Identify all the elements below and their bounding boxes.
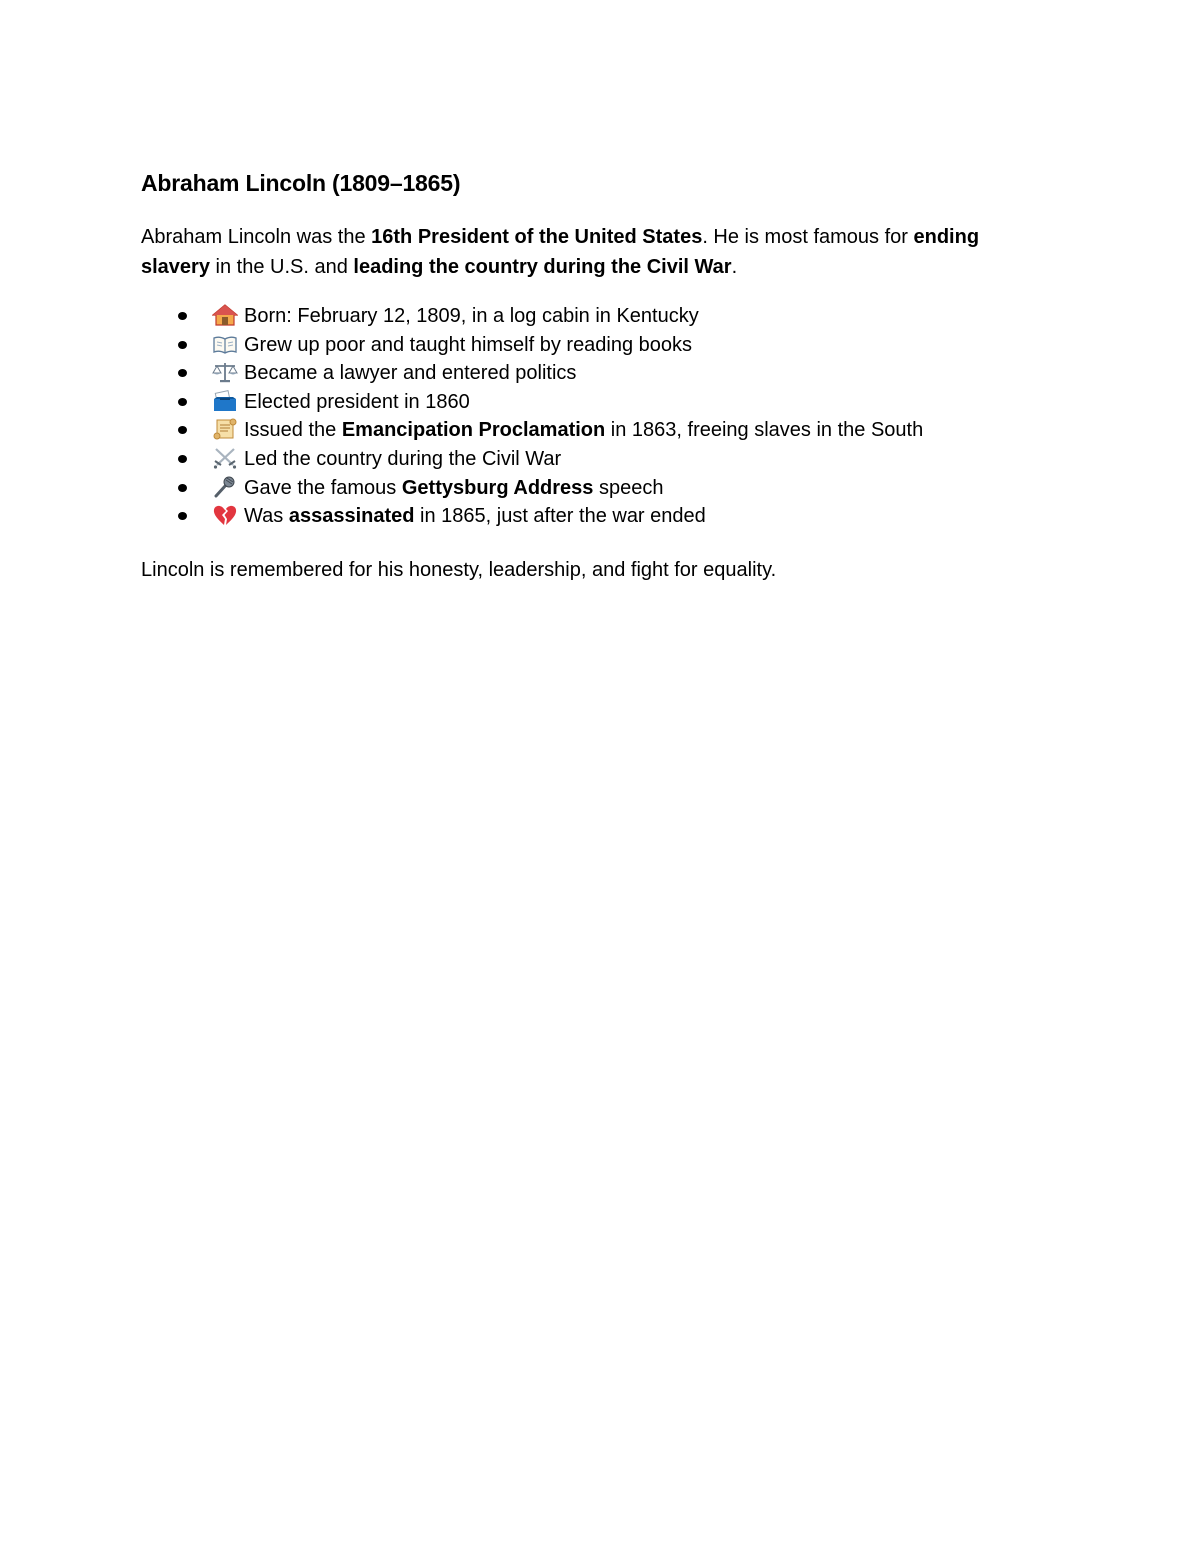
fact-bold-text: Emancipation Proclamation: [341, 419, 606, 442]
bullet-icon: [178, 426, 187, 434]
list-item: [141, 416, 1061, 445]
bullet-icon: [178, 512, 187, 520]
intro-text: .: [731, 256, 738, 278]
intro-bold-text: 16th President of the United States: [371, 226, 703, 248]
fact-bold-text: assassinated: [288, 505, 415, 528]
list-item: [141, 331, 1061, 360]
fact-bold-text: Gettysburg Address: [401, 476, 594, 499]
open-book-icon: [212, 333, 238, 355]
intro-text: in the U.S. and: [209, 256, 354, 278]
fact-text: Elected president in 1860: [244, 390, 470, 413]
fact-text: speech: [593, 476, 664, 499]
document-title: Abraham Lincoln (1809–1865): [141, 170, 461, 196]
fact-text: in 1863, freeing slaves in the South: [605, 419, 924, 442]
facts-list: [141, 302, 1061, 531]
list-item: [141, 359, 1061, 388]
scroll-icon: [212, 418, 238, 440]
list-item: [141, 388, 1061, 417]
intro-paragraph: [141, 222, 1051, 282]
list-item: [141, 445, 1061, 474]
house-icon: [212, 304, 238, 326]
bullet-icon: [178, 455, 187, 463]
fact-text: Gave the famous: [244, 476, 402, 499]
intro-text: Abraham Lincoln was the: [141, 226, 372, 248]
fact-text: Born: February 12, 1809, in a log cabin in Kentucky: [244, 305, 699, 327]
bullet-icon: [178, 341, 187, 349]
list-item: [141, 474, 1061, 503]
microphone-icon: [212, 476, 238, 498]
balance-scale-icon: [212, 361, 238, 383]
fact-text: Became a lawyer and entered politics: [244, 362, 577, 385]
closing-paragraph: Lincoln is remembered for his honesty, leadership, and fight for equality.: [141, 558, 777, 581]
broken-heart-icon: [212, 504, 238, 526]
bullet-icon: [178, 398, 187, 406]
document-content: [141, 168, 1061, 585]
intro-bold-text: leading the country during the Civil War: [353, 256, 732, 278]
fact-text: in 1865, just after the war ended: [414, 505, 706, 528]
bullet-icon: [178, 484, 187, 492]
bullet-icon: [178, 312, 187, 320]
bullet-icon: [178, 369, 187, 377]
list-item: [141, 502, 1061, 531]
fact-text: Led the country during the Civil War: [244, 447, 562, 470]
intro-text: . He is most famous for: [702, 226, 914, 248]
crossed-swords-icon: [212, 447, 238, 469]
intro-bold-text: ending slavery: [141, 226, 980, 278]
fact-text: Issued the: [244, 419, 342, 442]
fact-text: Was: [244, 505, 289, 528]
fact-text: Grew up poor and taught himself by reading books: [244, 333, 693, 356]
list-item: [141, 302, 1061, 331]
ballot-box-icon: [212, 390, 238, 412]
